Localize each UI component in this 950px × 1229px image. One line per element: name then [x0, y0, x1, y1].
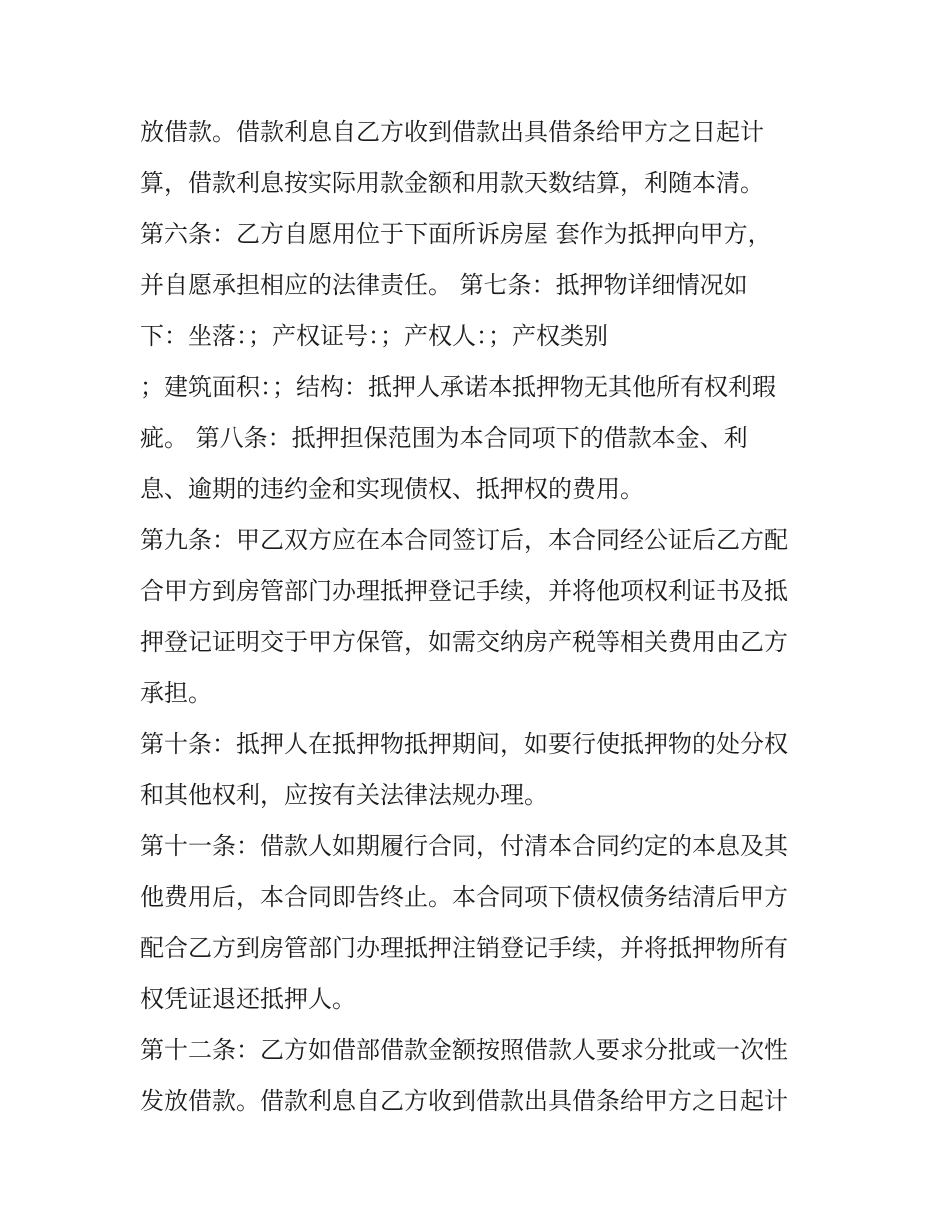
text-line: 发放借款。借款利息自乙方收到借款出具借条给甲方之日起计 — [140, 1087, 788, 1115]
text-line: 算，借款利息按实际用款金额和用款天数结算，利随本清。 — [140, 169, 764, 197]
text-line: 合甲方到房管部门办理抵押登记手续，并将他项权利证书及抵 — [140, 577, 788, 605]
text-line: 息、逾期的违约金和实现债权、抵押权的费用。 — [140, 475, 644, 503]
clause-7-line: 并自愿承担相应的法律责任。 第七条：抵押物详细情况如 — [140, 271, 748, 299]
clause-11-line: 第十一条：借款人如期履行合同，付清本合同约定的本息及其 — [140, 832, 788, 860]
text-line: 他费用后，本合同即告终止。本合同项下债权债务结清后甲方 — [140, 883, 788, 911]
text-line: 押登记证明交于甲方保管，如需交纳房产税等相关费用由乙方 — [140, 628, 788, 656]
text-line: 和其他权利，应按有关法律法规办理。 — [140, 781, 548, 809]
text-line: 放借款。借款利息自乙方收到借款出具借条给甲方之日起计 — [140, 118, 764, 146]
contract-text — [140, 107, 820, 1127]
text-line: 权凭证退还抵押人。 — [140, 985, 356, 1013]
text-line: ；建筑面积：；结构：抵押人承诺本抵押物无其他所有权利瑕 — [140, 373, 776, 401]
clause-8-line: 疵。 第八条：抵押担保范围为本合同项下的借款本金、利 — [140, 424, 748, 452]
clause-9-line: 第九条：甲乙双方应在本合同签订后，本合同经公证后乙方配 — [140, 526, 788, 554]
clause-6-line: 第六条：乙方自愿用位于下面所诉房屋 套作为抵押向甲方， — [140, 220, 772, 248]
text-line: 承担。 — [140, 679, 212, 707]
clause-12-line: 第十二条：乙方如借部借款金额按照借款人要求分批或一次性 — [140, 1036, 788, 1064]
clause-10-line: 第十条：抵押人在抵押物抵押期间，如要行使抵押物的处分权 — [140, 730, 788, 758]
text-line: 下：坐落：；产权证号：；产权人：；产权类别 — [140, 322, 608, 350]
text-line: 配合乙方到房管部门办理抵押注销登记手续，并将抵押物所有 — [140, 934, 788, 962]
